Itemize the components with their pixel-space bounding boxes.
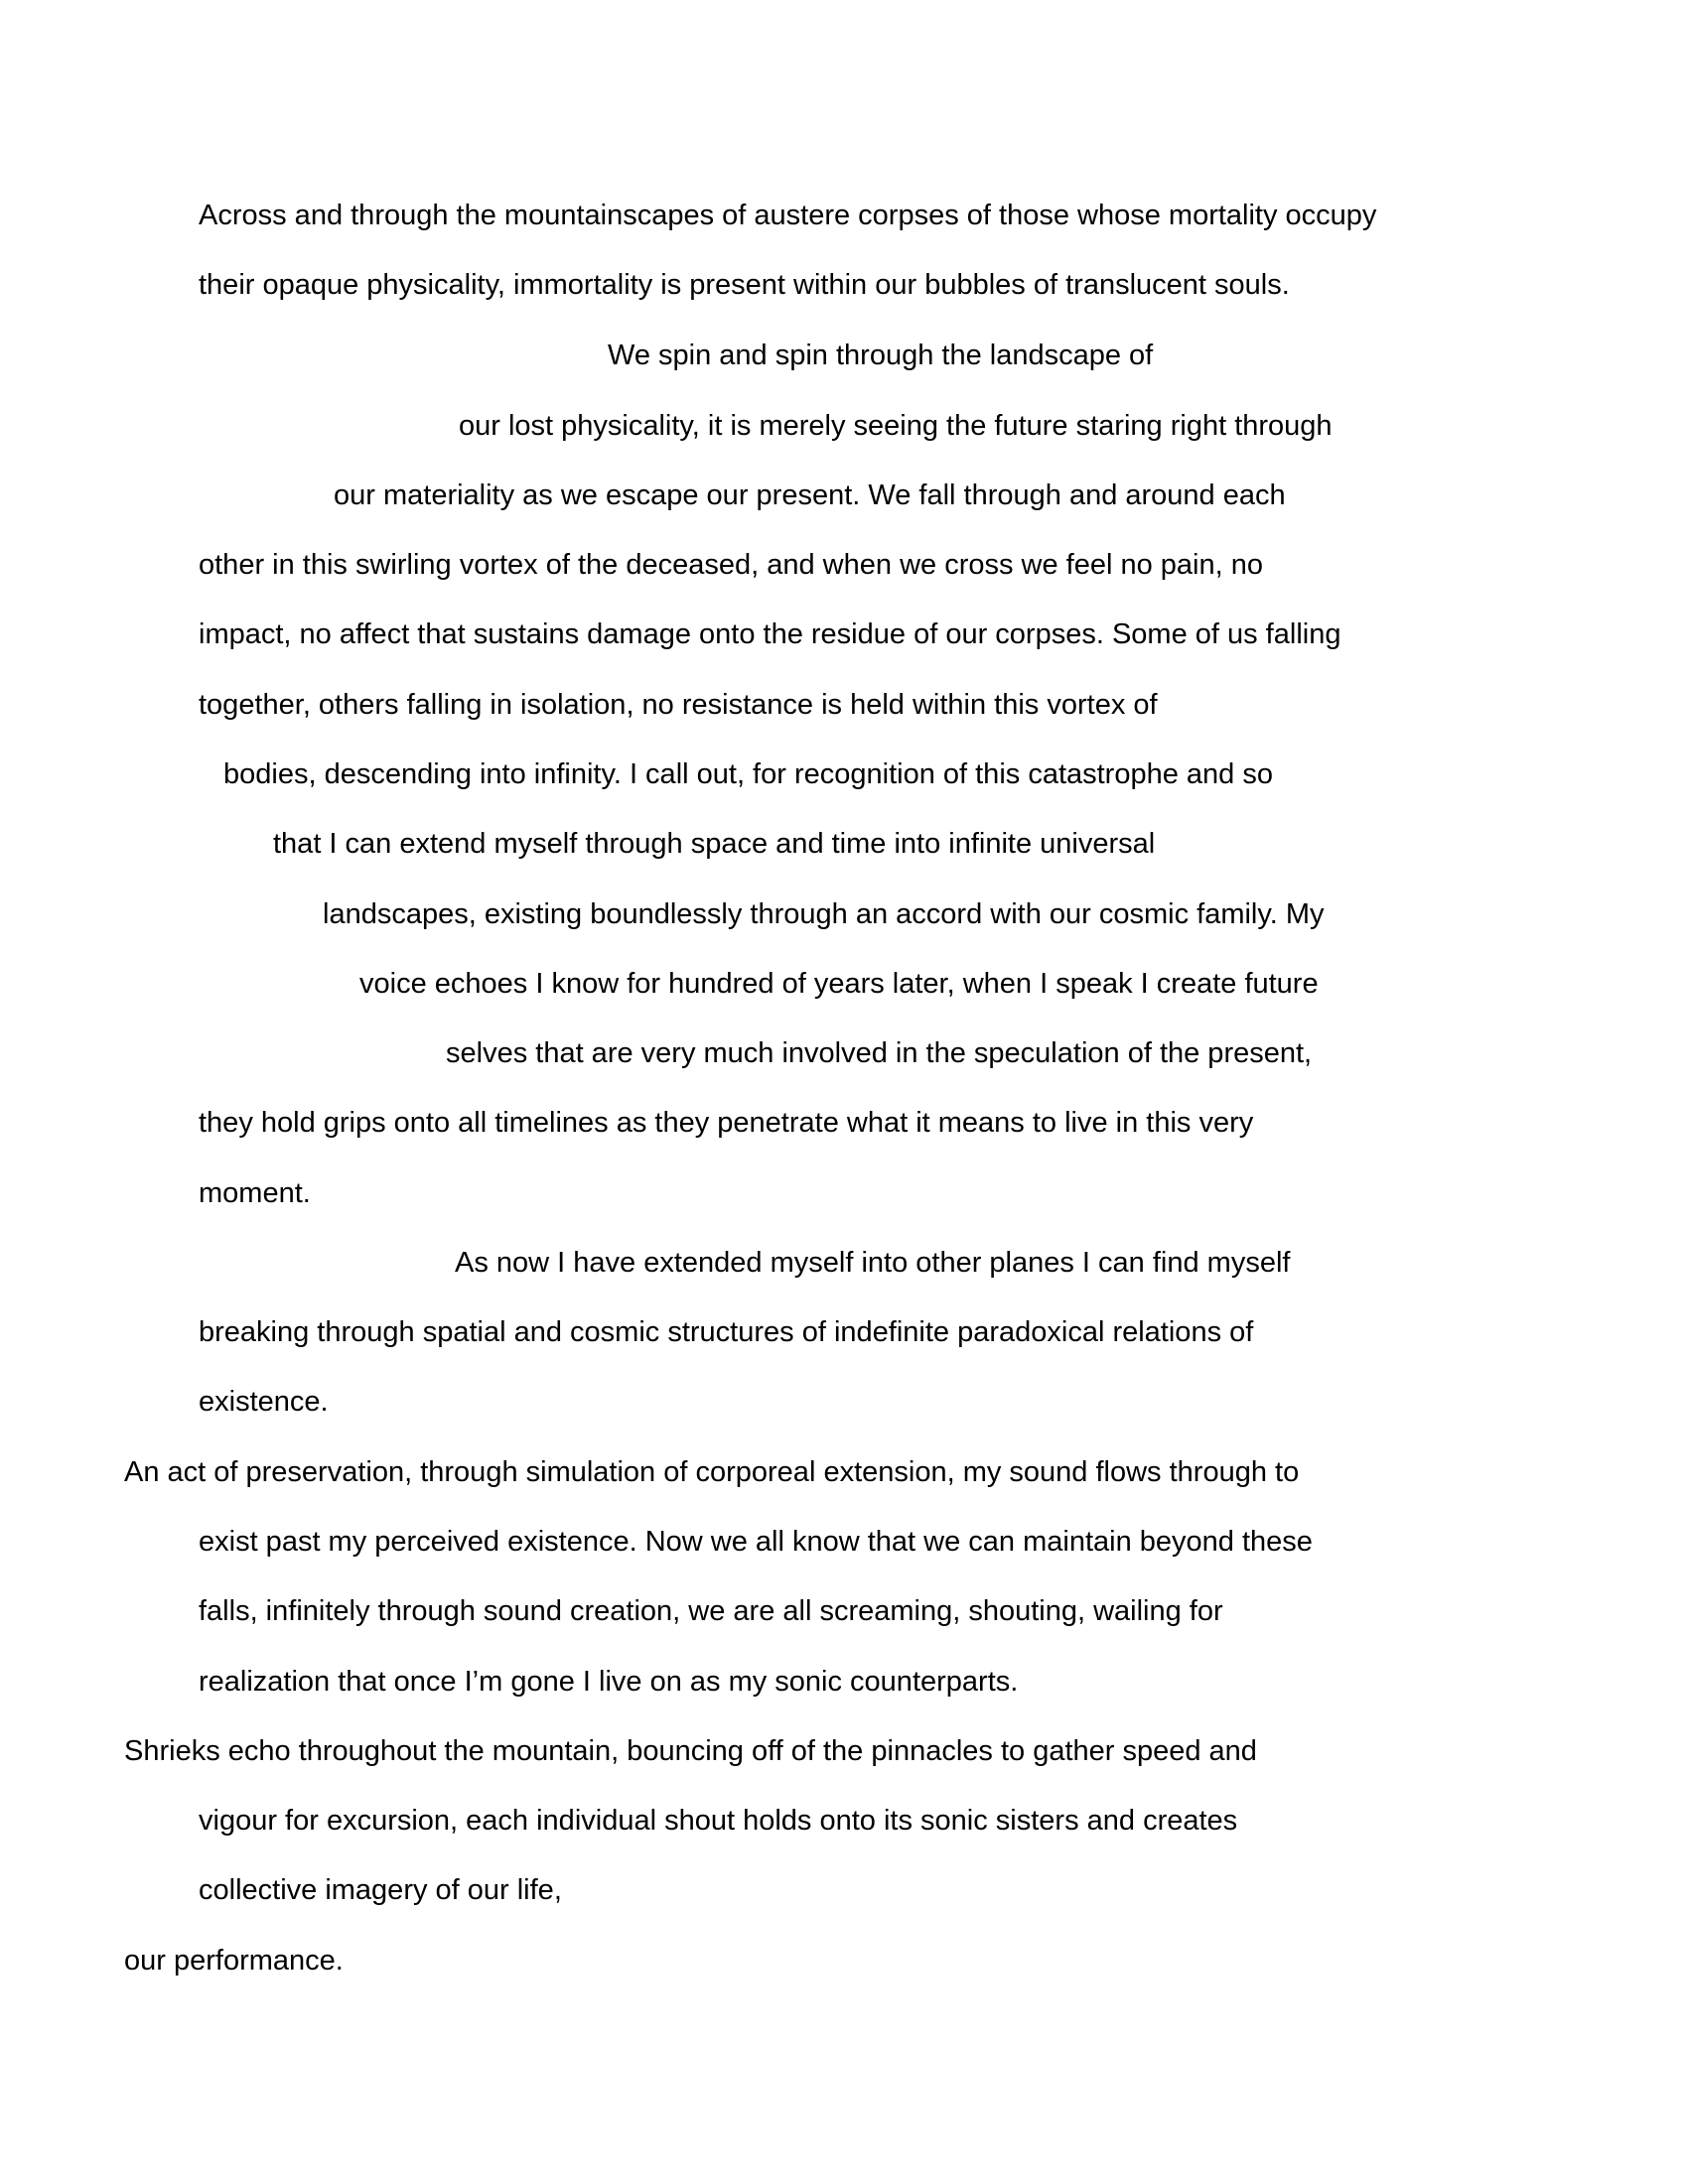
text-line: As now I have extended myself into other planes I can find myself	[455, 1247, 1291, 1279]
text-line: bodies, descending into infinity. I call out, for recognition of this catastrophe and so	[223, 758, 1273, 790]
text-line: that I can extend myself through space and time into infinite universal	[273, 828, 1156, 860]
text-line: exist past my perceived existence. Now we all know that we can maintain beyond these	[199, 1526, 1313, 1558]
text-line: voice echoes I know for hundred of years later, when I speak I create future	[359, 968, 1319, 1000]
text-line: they hold grips onto all timelines as they penetrate what it means to live in this very	[199, 1107, 1254, 1139]
text-line: our performance.	[124, 1945, 344, 1977]
text-line: landscapes, existing boundlessly through an accord with our cosmic family. My	[323, 898, 1325, 930]
text-line: vigour for excursion, each individual shout holds onto its sonic sisters and creates	[199, 1805, 1238, 1837]
text-line: our materiality as we escape our present. We fall through and around each	[334, 479, 1286, 511]
text-line: our lost physicality, it is merely seeing the future staring right through	[459, 410, 1333, 442]
text-line: existence.	[199, 1386, 329, 1418]
text-line: their opaque physicality, immortality is present within our bubbles of translucent souls.	[199, 269, 1290, 301]
text-line: selves that are very much involved in the speculation of the present,	[446, 1037, 1313, 1069]
text-line: Across and through the mountainscapes of austere corpses of those whose mortality occupy	[199, 200, 1377, 231]
text-line: moment.	[199, 1177, 311, 1209]
text-line: collective imagery of our life,	[199, 1874, 562, 1906]
text-line: impact, no affect that sustains damage onto the residue of our corpses. Some of us falling	[199, 618, 1341, 650]
text-line: realization that once I’m gone I live on as my sonic counterparts.	[199, 1666, 1019, 1698]
text-line: We spin and spin through the landscape of	[608, 340, 1154, 371]
text-line: together, others falling in isolation, no resistance is held within this vortex of	[199, 689, 1158, 721]
text-line: Shrieks echo throughout the mountain, bouncing off of the pinnacles to gather speed and	[124, 1735, 1257, 1767]
text-line: falls, infinitely through sound creation, we are all screaming, shouting, wailing for	[199, 1595, 1223, 1627]
text-line: An act of preservation, through simulation of corporeal extension, my sound flows through to	[124, 1456, 1300, 1488]
text-line: breaking through spatial and cosmic structures of indefinite paradoxical relations of	[199, 1316, 1254, 1348]
text-line: other in this swirling vortex of the deceased, and when we cross we feel no pain, no	[199, 549, 1263, 581]
